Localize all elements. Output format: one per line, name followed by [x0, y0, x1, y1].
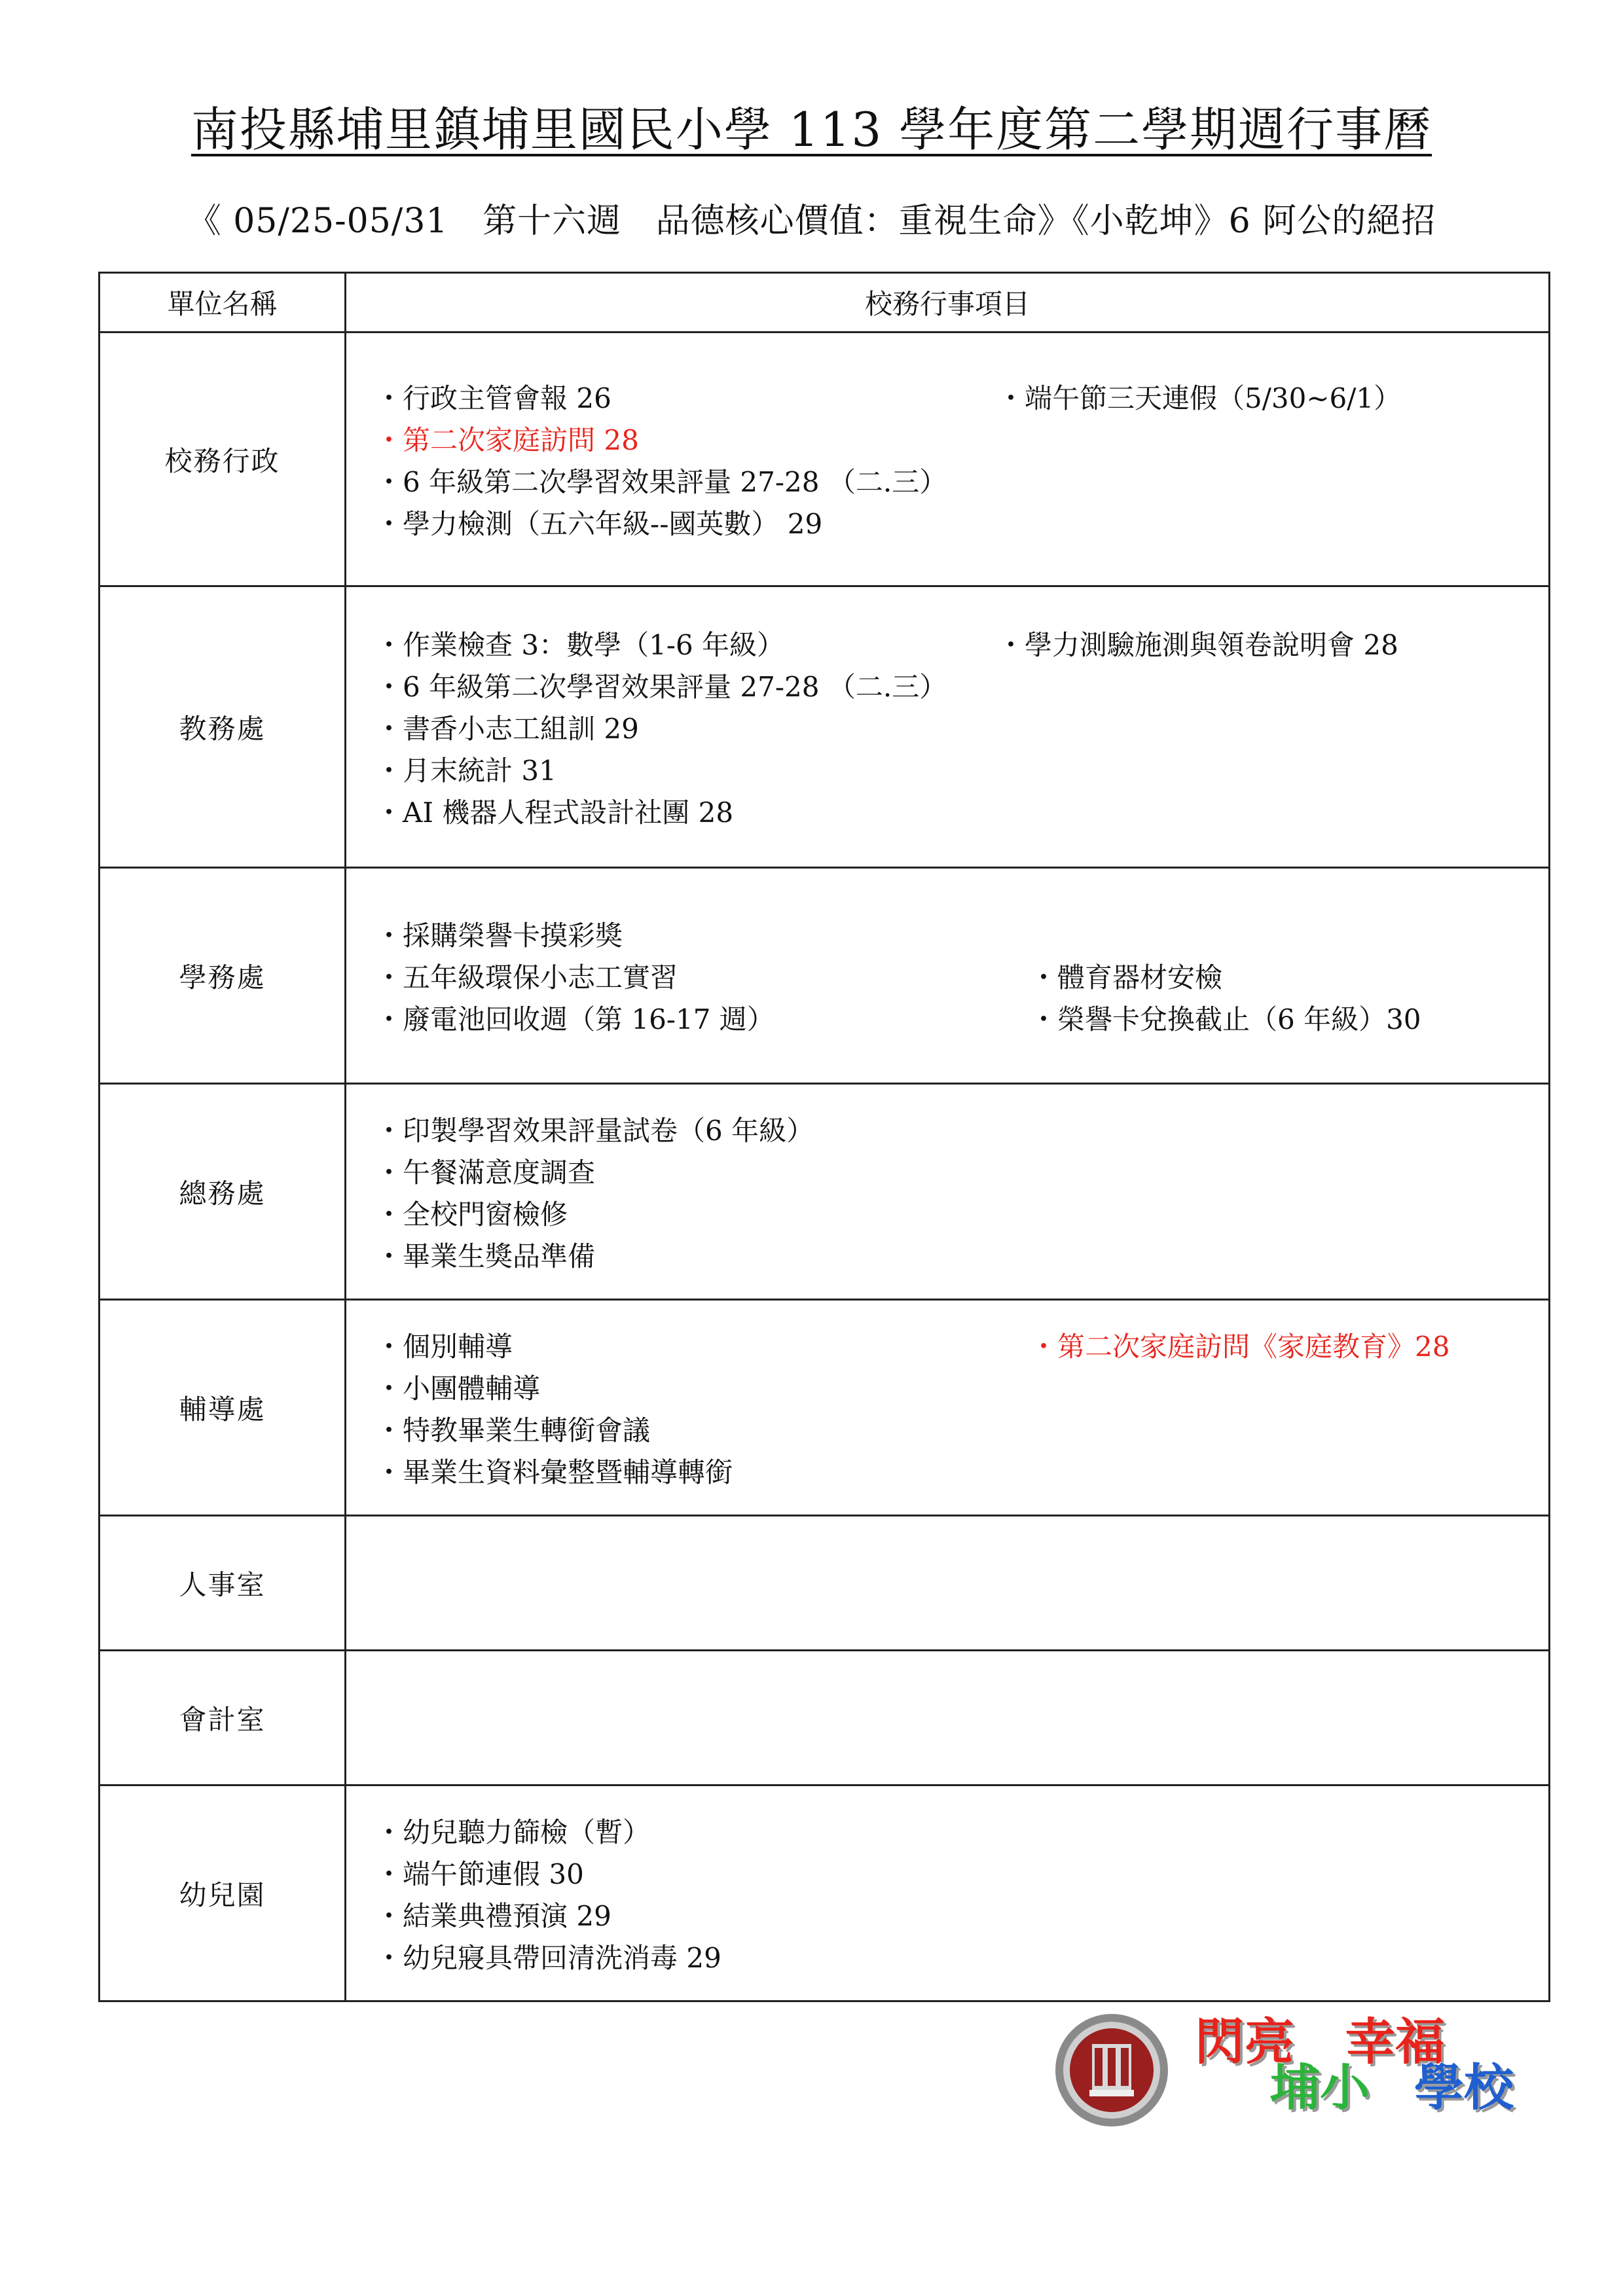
list-item — [346, 1810, 1548, 1852]
item-left: ・五年級環保小志工實習 — [375, 961, 678, 994]
item-left: ・行政主管會報 26 — [375, 382, 611, 414]
list-item — [346, 1852, 1548, 1893]
item-left: ・採購榮譽卡摸彩獎 — [375, 919, 623, 952]
item-left: ・畢業生獎品準備 — [375, 1240, 596, 1272]
unit-name: 輔導處 — [100, 1300, 346, 1516]
item-left: ・書香小志工組訓 29 — [375, 712, 639, 745]
list-item — [346, 706, 1548, 748]
item-left: ・午餐滿意度調查 — [375, 1156, 596, 1189]
weekly-calendar-table — [98, 272, 1550, 2002]
unit-name: 人事室 — [100, 1516, 346, 1651]
item-right: ・端午節三天連假（5/30~6/1） — [997, 382, 1402, 414]
item-left: ・全校門窗檢修 — [375, 1198, 568, 1230]
unit-items — [346, 586, 1550, 868]
item-left: ・印製學習效果評量試卷（6 年級） — [375, 1114, 814, 1147]
table-row — [100, 1651, 1550, 1785]
header-items: 校務行事項目 — [346, 273, 1550, 332]
table-row — [100, 586, 1550, 868]
unit-name: 校務行政 — [100, 332, 346, 586]
unit-name: 總務處 — [100, 1084, 346, 1300]
unit-items — [346, 1651, 1550, 1785]
item-left: ・AI 機器人程式設計社團 28 — [375, 796, 734, 829]
list-item — [346, 1192, 1548, 1234]
table-row — [100, 868, 1550, 1084]
slogan-text — [1195, 2013, 1542, 2140]
list-item — [346, 913, 1548, 955]
item-left: ・小團體輔導 — [375, 1372, 541, 1405]
list-item — [346, 459, 1548, 501]
list-item — [346, 1408, 1548, 1450]
item-left: ・學力檢測（五六年級--國英數） 29 — [375, 507, 823, 540]
unit-items — [346, 1785, 1550, 2001]
item-left: ・幼兒聽力篩檢（暫） — [375, 1816, 651, 1848]
unit-items — [346, 868, 1550, 1084]
table-row — [100, 1300, 1550, 1516]
unit-name: 教務處 — [100, 586, 346, 868]
table-body — [100, 332, 1550, 2001]
list-item — [346, 790, 1548, 832]
unit-name: 學務處 — [100, 868, 346, 1084]
slogan-part: 學校 — [1414, 2058, 1514, 2117]
item-right: ・體育器材安檢 — [1030, 961, 1223, 994]
slogan-part: 幸福 — [1345, 2013, 1445, 2071]
document-title: 南投縣埔里鎮埔里國民小學 113 學年度第二學期週行事曆 — [191, 102, 1432, 157]
list-item — [346, 418, 1548, 459]
item-left: ・個別輔導 — [375, 1330, 513, 1363]
unit-name: 幼兒園 — [100, 1785, 346, 2001]
list-item — [346, 1935, 1548, 1977]
slogan-part: 閃亮 — [1195, 2013, 1294, 2071]
table-row — [100, 1084, 1550, 1300]
item-left: ・6 年級第二次學習效果評量 27-28 （二.三） — [375, 670, 947, 703]
list-item — [346, 1366, 1548, 1408]
document-subtitle: 《 05/25-05/31 第十六週 品德核心價值：重視生命》《小乾坤》6 阿公的絕招 — [187, 202, 1436, 241]
school-badge-icon — [1054, 2013, 1169, 2128]
list-item — [346, 376, 1548, 418]
unit-items — [346, 332, 1550, 586]
list-item — [346, 997, 1548, 1039]
unit-items — [346, 1516, 1550, 1651]
list-item — [346, 1234, 1548, 1276]
table-row — [100, 332, 1550, 586]
list-item — [346, 1450, 1548, 1492]
table-row — [100, 1516, 1550, 1651]
item-right-highlighted: ・第二次家庭訪問《家庭教育》28 — [1030, 1330, 1450, 1363]
table-row — [100, 1785, 1550, 2001]
slogan-part: 埔小 — [1270, 2058, 1370, 2117]
item-left: ・作業檢查 3：數學（1-6 年級） — [375, 628, 785, 661]
school-logo — [1054, 2009, 1539, 2140]
item-left: ・端午節連假 30 — [375, 1857, 584, 1890]
list-item — [346, 955, 1548, 997]
list-item — [346, 1108, 1548, 1150]
list-item — [346, 622, 1548, 664]
header-unit: 單位名稱 — [100, 273, 346, 332]
item-left: ・幼兒寢具帶回清洗消毒 29 — [375, 1941, 721, 1974]
table-header-row — [100, 273, 1550, 332]
list-item — [346, 748, 1548, 790]
unit-name: 會計室 — [100, 1651, 346, 1785]
list-item — [346, 664, 1548, 706]
item-right: ・學力測驗施測與領卷說明會 28 — [997, 628, 1398, 661]
item-left: ・6 年級第二次學習效果評量 27-28 （二.三） — [375, 465, 947, 498]
item-right: ・榮譽卡兌換截止（6 年級）30 — [1030, 1003, 1421, 1035]
item-left: ・月末統計 31 — [375, 754, 556, 787]
list-item — [346, 1893, 1548, 1935]
list-item — [346, 1324, 1548, 1366]
list-item — [346, 501, 1548, 543]
item-left: ・結業典禮預演 29 — [375, 1899, 611, 1932]
unit-items — [346, 1084, 1550, 1300]
item-left: ・特教畢業生轉銜會議 — [375, 1414, 651, 1446]
item-left: ・畢業生資料彙整暨輔導轉銜 — [375, 1456, 733, 1488]
item-left-highlighted: ・第二次家庭訪問 28 — [375, 423, 639, 456]
list-item — [346, 1150, 1548, 1192]
item-left: ・廢電池回收週（第 16-17 週） — [375, 1003, 775, 1035]
unit-items — [346, 1300, 1550, 1516]
